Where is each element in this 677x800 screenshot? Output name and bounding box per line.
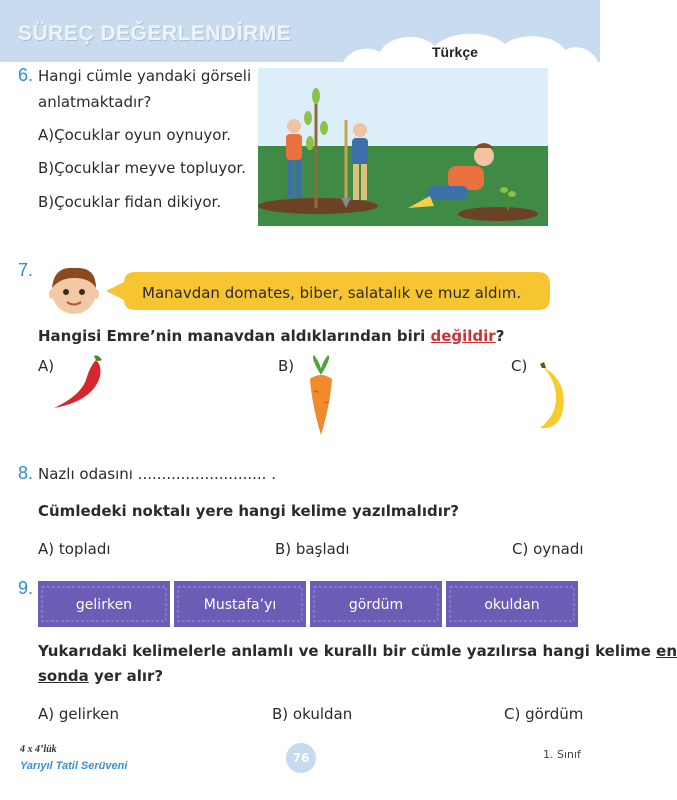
question-9-prompt-line2 [38, 667, 163, 685]
word-card-4-text: okuldan [484, 597, 540, 613]
word-card-3-text: gördüm [348, 597, 404, 613]
book-series-label: 4 x 4’lük [20, 744, 57, 755]
emre-avatar-icon [44, 260, 104, 320]
question-6-option-c[interactable]: B)Çocuklar fidan dikiyor. [38, 193, 222, 211]
page-number: 76 [286, 743, 316, 773]
question-7-option-b[interactable]: B) [278, 357, 295, 375]
question-9-prompt-end: yer alır? [94, 667, 164, 685]
banana-icon[interactable] [534, 362, 574, 432]
question-9-prompt-line1 [38, 642, 677, 660]
question-9-option-b[interactable]: B) okuldan [272, 705, 353, 723]
question-7-option-a[interactable]: A) [38, 357, 55, 375]
question-8-sentence: Nazlı odasını ........................... . [38, 465, 276, 483]
word-card-2-text: Mustafa’yı [203, 597, 277, 613]
carrot-icon[interactable] [300, 355, 342, 437]
question-8-number: 8. [18, 463, 34, 483]
question-9-prompt-text: Yukarıdaki kelimelerle anlamlı ve kurallı bir cümle yazılırsa hangi kelime [38, 642, 651, 660]
question-6-line2: anlatmaktadır? [38, 93, 152, 111]
question-9-keyword-en: en [656, 642, 677, 660]
question-8-option-b[interactable]: B) başladı [275, 540, 350, 558]
subject-label: Türkçe [432, 44, 478, 60]
question-6-option-b[interactable]: B)Çocuklar meyve topluyor. [38, 159, 246, 177]
chili-pepper-icon[interactable] [50, 352, 108, 412]
question-6-option-a[interactable]: A)Çocuklar oyun oynuyor. [38, 126, 232, 144]
question-7-prompt-text: Hangisi Emre’nin manavdan aldıklarından biri [38, 327, 426, 345]
question-9-keyword-sonda: sonda [38, 667, 89, 685]
word-card-1-text: gelirken [75, 597, 133, 613]
page-title: SÜREÇ DEĞERLENDİRME [18, 22, 292, 45]
book-title: Yarıyıl Tatil Serüveni [20, 760, 128, 772]
question-8-option-c[interactable]: C) oynadı [512, 540, 584, 558]
question-9-option-c[interactable]: C) gördüm [504, 705, 584, 723]
question-7-prompt-end: ? [495, 327, 505, 345]
question-9-number: 9. [18, 578, 34, 598]
question-7-number: 7. [18, 260, 34, 280]
question-9-option-a[interactable]: A) gelirken [38, 705, 120, 723]
planting-scene-illustration [258, 68, 548, 226]
question-7-keyword: değildir [430, 327, 496, 345]
question-6-number: 6. [18, 65, 34, 85]
speech-bubble-text: Manavdan domates, biber, salatalık ve muz aldım. [142, 284, 522, 302]
question-8-option-a[interactable]: A) topladı [38, 540, 111, 558]
question-8-prompt: Cümledeki noktalı yere hangi kelime yazılmalıdır? [38, 502, 459, 520]
question-7-prompt [38, 327, 504, 345]
question-7-option-c[interactable]: C) [511, 357, 528, 375]
question-6-line1: Hangi cümle yandaki görseli [38, 67, 252, 85]
grade-label: 1. Sınıf [543, 748, 581, 761]
